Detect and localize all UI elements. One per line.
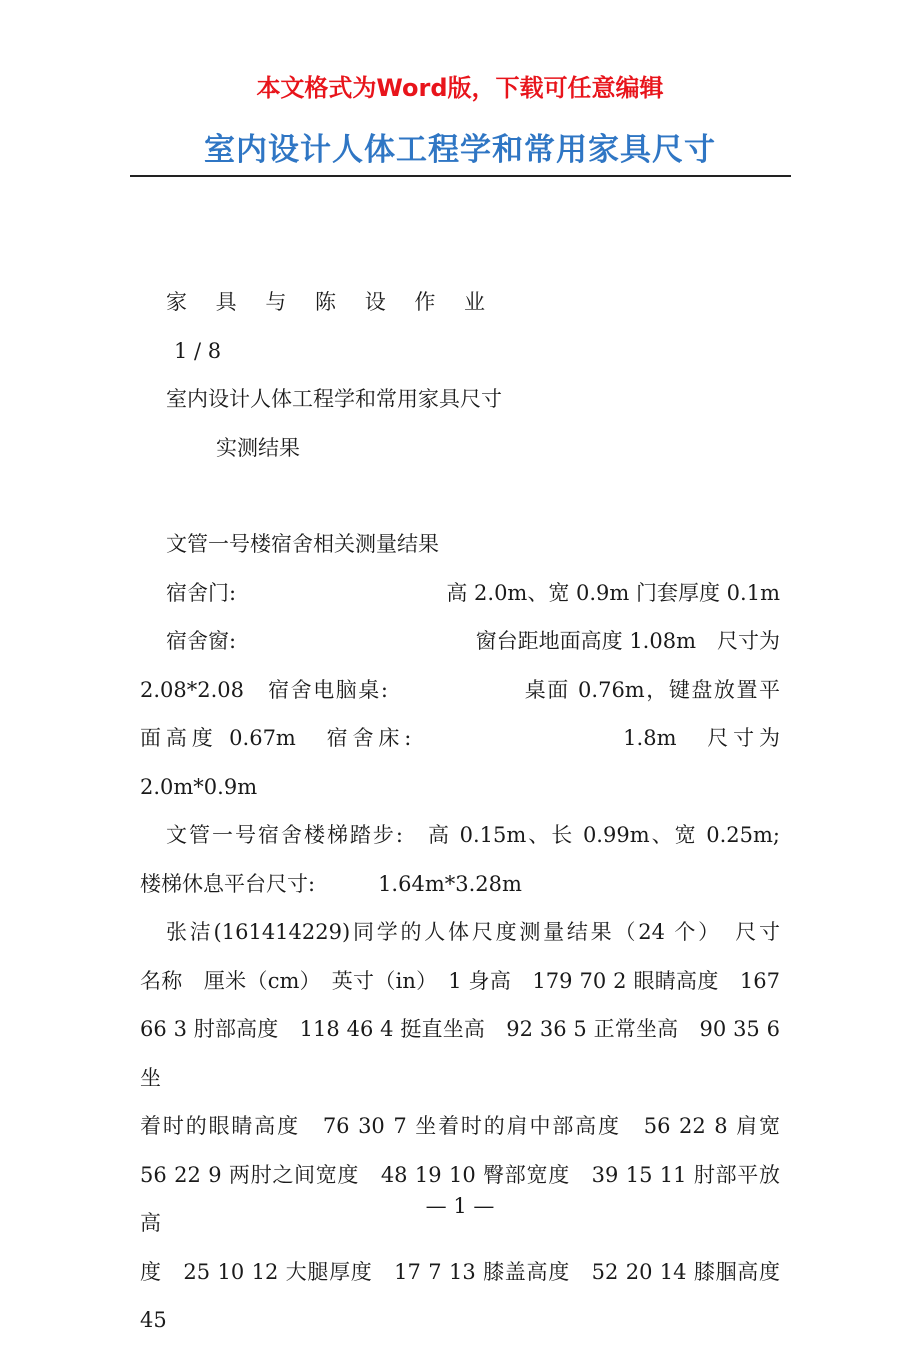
- page-fraction: 1 / 8: [174, 338, 222, 363]
- bed-line: 面高度 0.67m 宿舍床: 1.8m 尺寸为: [140, 726, 780, 750]
- stairs-line: 文管一号宿舍楼梯踏步: 高 0.15m、长 0.99m、宽 0.25m;: [166, 823, 780, 847]
- result-heading: 实测结果: [216, 435, 300, 460]
- window-label: 宿舍窗:: [166, 629, 237, 653]
- door-row: [140, 569, 780, 618]
- subtitle: 室内设计人体工程学和常用家具尺寸: [166, 387, 502, 411]
- page-number: — 1 —: [425, 1194, 495, 1218]
- desk-line: 2.08*2.08 宿舍电脑桌: 桌面 0.76m，键盘放置平: [140, 677, 780, 702]
- section-heading: 文管一号楼宿舍相关测量结果: [166, 532, 439, 556]
- title-divider: [130, 175, 791, 177]
- door-value: 高 2.0m、宽 0.9m 门套厚度 0.1m: [446, 580, 780, 605]
- door-label: 宿舍门:: [166, 580, 237, 605]
- landing-line: 楼梯休息平台尺寸: 1.64m*3.28m: [140, 871, 522, 896]
- blank-line: [140, 472, 780, 520]
- measurement-line: 度 25 10 12 大腿厚度 17 7 13 膝盖高度 52 20 14 膝腘高度 45: [140, 1259, 801, 1332]
- measurement-line: 66 3 肘部高度 118 46 4 挺直坐高 92 36 5 正常坐高 90 35 6 坐: [140, 1017, 780, 1090]
- measurement-line: 56 22 9 两肘之间宽度 48 19 10 臀部宽度 39 15 11 肘部平放高: [140, 1162, 780, 1235]
- measurement-line: 张洁(161414229)同学的人体尺度测量结果（24 个） 尺寸: [166, 920, 780, 944]
- window-row: [140, 617, 780, 666]
- bed-size-line: 2.0m*0.9m: [140, 774, 258, 799]
- download-notice-banner: 本文格式为Word版，下载可任意编辑: [256, 74, 664, 102]
- course-name: 家 具 与 陈 设 作 业: [166, 290, 497, 314]
- measurement-line: 着时的眼睛高度 76 30 7 坐着时的肩中部高度 56 22 8 肩宽: [140, 1114, 780, 1138]
- window-value: 窗台距地面高度 1.08m 尺寸为: [475, 629, 780, 653]
- measurement-line: 名称 厘米（cm） 英寸（in） 1 身高 179 70 2 眼睛高度 167: [140, 968, 780, 993]
- document-body: [140, 278, 801, 1345]
- document-title: 室内设计人体工程学和常用家具尺寸: [204, 132, 716, 168]
